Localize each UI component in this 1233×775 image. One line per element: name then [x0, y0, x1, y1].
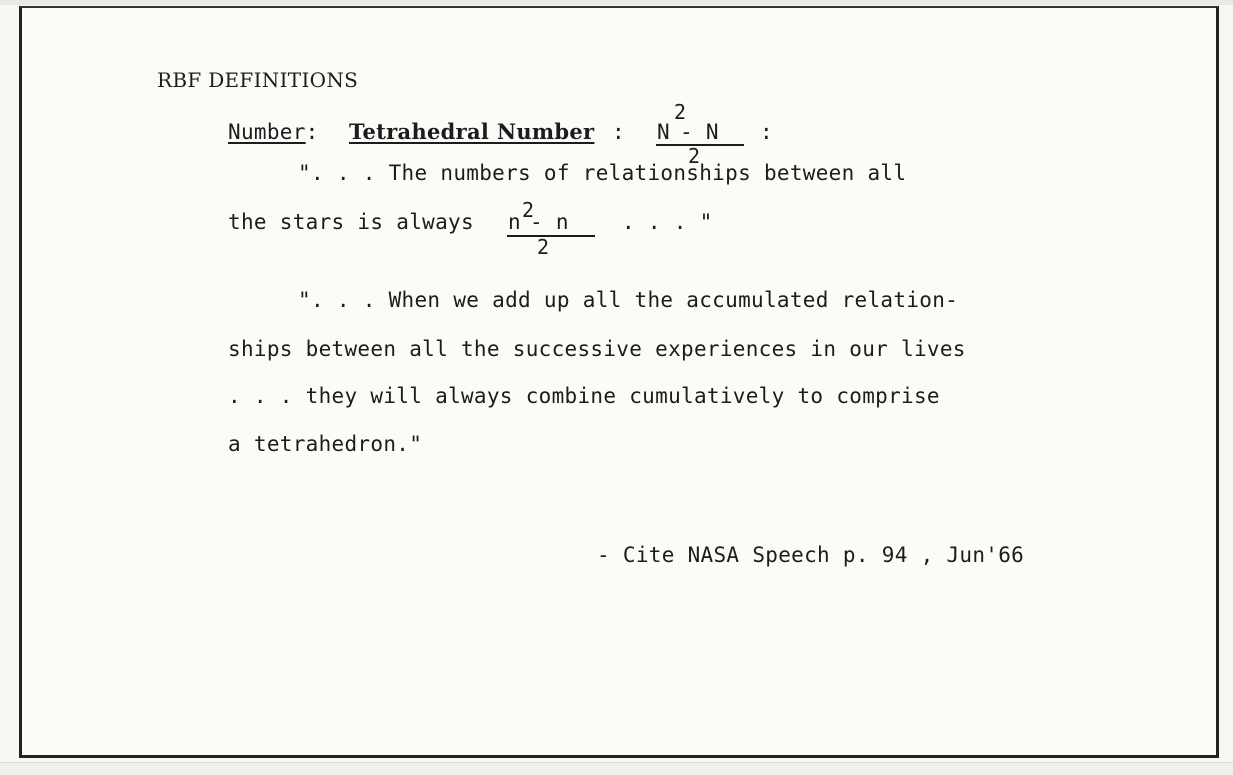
page-bottom-strip	[0, 762, 1233, 775]
heading: RBF DEFINITIONS	[157, 68, 359, 92]
quote2-line: . . . they will always combine cumulatively to comprise	[228, 384, 940, 408]
formula-inline-base: n	[508, 210, 521, 234]
quote1-line1: ". . . The numbers of relationships between all	[298, 161, 907, 185]
definition-card	[19, 6, 1219, 758]
formula-base: N	[657, 120, 670, 144]
quote1-line2-suffix: . . . "	[622, 210, 713, 234]
tetrahedral-number-label: Tetrahedral Number	[349, 119, 595, 144]
formula-inline-denominator: 2	[537, 235, 550, 259]
citation: - Cite NASA Speech p. 94 , Jun'66	[597, 543, 1025, 567]
formula-exponent: 2	[674, 100, 687, 124]
quote2-line: ". . . When we add up all the accumulated relation-	[298, 288, 959, 312]
quote1-line2-prefix: the stars is always	[228, 210, 474, 234]
formula-trail: :	[760, 120, 773, 144]
formula-inline-exponent: 2	[522, 198, 535, 222]
number-label: Number	[228, 120, 306, 144]
formula-denominator: 2	[688, 144, 701, 168]
quote2-line: ships between all the successive experiences in our lives	[228, 337, 966, 361]
quote2-line: a tetrahedron."	[228, 432, 423, 456]
fraction-bar	[507, 235, 595, 237]
colon: :	[305, 120, 319, 144]
page-top-strip	[0, 0, 1233, 5]
formula-rest: - N	[680, 120, 719, 144]
colon: :	[612, 120, 625, 144]
formula-inline-rest: - n	[530, 210, 569, 234]
definition-line	[228, 120, 319, 144]
